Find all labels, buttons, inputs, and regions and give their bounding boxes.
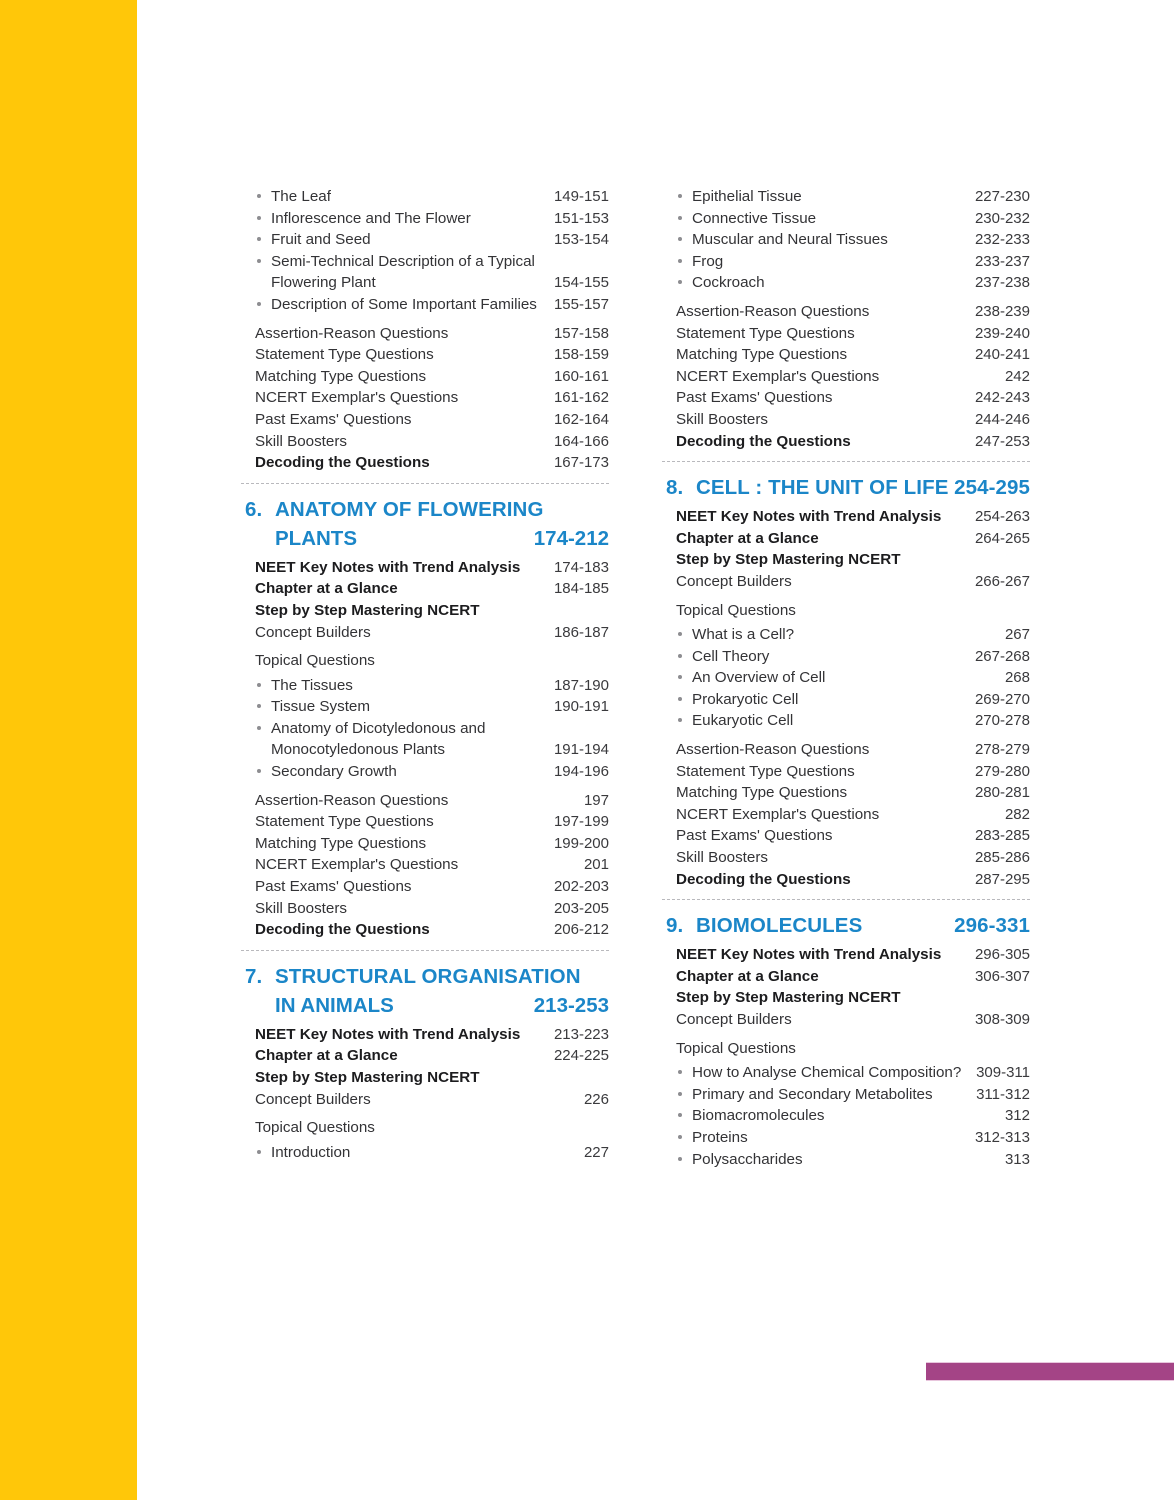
toc-entry-pages: 197 [583, 791, 609, 809]
toc-columns [241, 186, 1141, 1170]
chapter-8-title: CELL : THE UNIT OF LIFE [696, 476, 949, 500]
toc-entry-label: Connective Tissue [676, 208, 975, 230]
toc-entry-row[interactable] [676, 847, 1030, 869]
toc-entry-pages: 202-203 [553, 878, 609, 896]
chapter-6-concept-row[interactable] [255, 622, 609, 644]
chapter-8-pages: 254-295 [954, 476, 1030, 500]
chapter5-topic-list [255, 186, 609, 316]
chapter-6-title-line1: ANATOMY OF FLOWERING [275, 497, 544, 521]
toc-entry-row[interactable] [255, 366, 609, 388]
chapter-8-concept-label: Concept Builders [676, 572, 792, 590]
toc-entry-row[interactable] [255, 208, 609, 230]
toc-entry-label: Matching Type Questions [255, 367, 427, 385]
chapter-8-key-notes-row[interactable] [676, 506, 1030, 528]
toc-entry-label: Matching Type Questions [676, 346, 848, 364]
section-divider [662, 461, 1030, 462]
toc-entry-pages: 269-270 [974, 690, 1030, 708]
bullet-icon [257, 237, 261, 241]
toc-entry-row[interactable] [676, 1127, 1030, 1149]
toc-entry-pages: 242 [1004, 367, 1030, 385]
chapter-9-heading[interactable] [662, 912, 1030, 940]
chapter-8-number: 8. [666, 476, 684, 500]
chapter-7-topic-list [255, 1142, 609, 1164]
toc-entry-pages: 247-253 [974, 432, 1030, 450]
chapter-9-mastering-label: Step by Step Mastering NCERT [676, 989, 901, 1007]
toc-entry-label: Frog [676, 251, 975, 273]
toc-entry-row[interactable] [255, 387, 609, 409]
bullet-icon [678, 259, 682, 263]
bullet-icon [678, 216, 682, 220]
toc-entry-row[interactable] [255, 229, 609, 251]
toc-entry-label: Prokaryotic Cell [676, 689, 975, 711]
toc-entry-row[interactable] [676, 804, 1030, 826]
toc-entry-label: Anatomy of Dicotyledonous and Monocotyledonous Plants [255, 718, 554, 761]
chapter-7-concept-row[interactable] [255, 1089, 609, 1111]
toc-entry-row[interactable] [676, 366, 1030, 388]
toc-entry-label: What is a Cell? [676, 624, 1005, 646]
toc-entry-pages: 278-279 [974, 741, 1030, 759]
toc-entry-label: Skill Boosters [676, 410, 769, 428]
toc-entry-pages: 283-285 [974, 827, 1030, 845]
toc-entry-pages: 201 [583, 856, 609, 874]
bullet-icon [257, 302, 261, 306]
toc-entry-pages: 190-191 [553, 698, 609, 716]
chapter-9-key-notes-row[interactable] [676, 944, 1030, 966]
toc-entry-label: NCERT Exemplar's Questions [676, 367, 880, 385]
toc-entry-pages: 287-295 [974, 870, 1030, 888]
toc-entry-pages: 194-196 [553, 763, 609, 781]
toc-entry-row[interactable] [255, 186, 609, 208]
toc-entry-label: An Overview of Cell [676, 667, 1005, 689]
toc-entry-pages: 270-278 [974, 712, 1030, 730]
chapter-7-topical-label: Topical Questions [255, 1119, 375, 1137]
chapter7-continued-block [662, 186, 1030, 452]
chapter-8-mastering-row[interactable] [676, 549, 1030, 571]
toc-entry-pages: 191-194 [553, 741, 609, 759]
toc-entry-row[interactable] [255, 833, 609, 855]
toc-entry-pages: 227-230 [974, 188, 1030, 205]
toc-entry-label: Epithelial Tissue [676, 186, 975, 208]
chapter-8-mastering-label: Step by Step Mastering NCERT [676, 551, 901, 569]
chapter-8-heading[interactable] [662, 474, 1030, 502]
chapter-6-topical-heading [255, 650, 609, 672]
toc-entry-pages: 149-151 [553, 188, 609, 205]
chapter-6-topic-list [255, 675, 609, 783]
bullet-icon [678, 1113, 682, 1117]
toc-entry-row[interactable] [676, 1149, 1030, 1171]
toc-entry-label: Matching Type Questions [255, 834, 427, 852]
toc-entry-label: Biomacromolecules [676, 1105, 1005, 1127]
chapter-6-pages: 174-212 [533, 526, 609, 550]
chapter-7-title-line2: IN ANIMALS [275, 993, 394, 1017]
chapter-6-number: 6. [245, 497, 263, 521]
toc-entry-pages: 280-281 [974, 784, 1030, 802]
toc-page [137, 0, 1174, 1500]
toc-entry-label: Secondary Growth [255, 761, 554, 783]
toc-entry-pages: 187-190 [553, 676, 609, 694]
toc-entry-pages: 161-162 [553, 389, 609, 407]
chapter-7-pages: 213-253 [533, 993, 609, 1017]
chapter5-section-list [255, 323, 609, 474]
chapter-8-glance-pages: 264-265 [974, 529, 1030, 547]
chapter-7-mastering-label: Step by Step Mastering NCERT [255, 1069, 480, 1086]
chapter-8-topical-heading [676, 600, 1030, 622]
toc-entry-row[interactable] [676, 323, 1030, 345]
bullet-icon [678, 1070, 682, 1074]
chapter-7-concept-label: Concept Builders [255, 1090, 371, 1108]
toc-entry-label: NCERT Exemplar's Questions [676, 805, 880, 823]
toc-entry-label: Statement Type Questions [255, 813, 434, 831]
toc-entry-label: How to Analyse Chemical Composition? [676, 1062, 976, 1084]
chapter-6-key-notes-row[interactable] [255, 557, 609, 579]
bullet-icon [678, 718, 682, 722]
chapter-7-topical-heading [255, 1117, 609, 1139]
toc-entry-pages: 312 [1004, 1107, 1030, 1125]
chapter-7-number: 7. [245, 964, 263, 988]
toc-entry-row[interactable] [255, 251, 609, 294]
bullet-icon [257, 194, 261, 198]
toc-entry-row[interactable] [676, 782, 1030, 804]
toc-entry-pages: 162-164 [553, 410, 609, 428]
chapter-7-mastering-row[interactable] [255, 1067, 609, 1089]
chapter-7-contents [241, 1024, 609, 1164]
toc-entry-row[interactable] [255, 790, 609, 812]
toc-entry-pages: 238-239 [974, 302, 1030, 320]
toc-entry-row[interactable] [676, 1084, 1030, 1106]
chapter-6-contents [241, 557, 609, 941]
chapter-6-topical-label: Topical Questions [255, 652, 375, 670]
bullet-icon [678, 280, 682, 284]
toc-entry-row[interactable] [255, 675, 609, 697]
toc-entry-label: Statement Type Questions [676, 324, 855, 342]
chapter-6-glance-pages: 184-185 [553, 580, 609, 598]
chapter-8-glance-label: Chapter at a Glance [676, 529, 819, 547]
toc-entry-label: Proteins [676, 1127, 975, 1149]
bullet-icon [678, 237, 682, 241]
toc-entry-pages: 313 [1004, 1150, 1030, 1168]
toc-entry-pages: 206-212 [553, 921, 609, 939]
toc-entry-pages: 285-286 [974, 849, 1030, 867]
chapter-9-number: 9. [666, 914, 684, 938]
chapter-7-key-notes-row[interactable] [255, 1024, 609, 1046]
toc-entry-row[interactable] [676, 272, 1030, 294]
toc-entry-row[interactable] [255, 854, 609, 876]
section-divider [662, 899, 1030, 900]
chapter-8-contents [662, 506, 1030, 890]
chapter-8-key-notes-label: NEET Key Notes with Trend Analysis [676, 508, 942, 526]
toc-entry-row[interactable] [255, 431, 609, 453]
toc-entry-row[interactable] [676, 208, 1030, 230]
toc-entry-label: Eukaryotic Cell [676, 710, 975, 732]
toc-entry-label: Decoding the Questions [676, 432, 851, 450]
bullet-icon [257, 1150, 261, 1154]
chapter-6-title-line2: PLANTS [275, 526, 357, 550]
toc-entry-pages: 282 [1004, 805, 1030, 823]
toc-left-column [241, 186, 609, 1170]
toc-entry-row[interactable] [676, 667, 1030, 689]
toc-entry-label: Decoding the Questions [676, 870, 851, 888]
chapter-9-mastering-row[interactable] [676, 987, 1030, 1009]
toc-entry-row[interactable] [676, 409, 1030, 431]
chapter-7-concept-pages: 226 [583, 1090, 609, 1108]
toc-entry-label: Assertion-Reason Questions [255, 791, 449, 809]
chapter-7-glance-label: Chapter at a Glance [255, 1047, 398, 1065]
toc-entry-label: Assertion-Reason Questions [676, 741, 870, 759]
toc-entry-row[interactable] [255, 761, 609, 783]
chapter-6-key-notes-pages: 174-183 [553, 558, 609, 576]
toc-entry-row[interactable] [676, 344, 1030, 366]
toc-entry-label: Skill Boosters [255, 432, 348, 450]
toc-entry-pages: 167-173 [553, 454, 609, 472]
bullet-icon [257, 683, 261, 687]
chapter-6-key-notes-label: NEET Key Notes with Trend Analysis [255, 558, 521, 576]
toc-entry-row[interactable] [255, 323, 609, 345]
chapter-6-concept-label: Concept Builders [255, 623, 371, 641]
toc-entry-pages: 154-155 [553, 274, 609, 292]
chapter-8-topic-list [676, 624, 1030, 732]
bullet-icon [678, 1157, 682, 1161]
toc-entry-row[interactable] [255, 344, 609, 366]
toc-entry-row[interactable] [676, 869, 1030, 891]
toc-entry-pages: 233-237 [974, 252, 1030, 270]
toc-entry-label: Past Exams' Questions [255, 410, 412, 428]
toc-entry-row[interactable] [255, 696, 609, 718]
toc-entry-row[interactable] [676, 1062, 1030, 1084]
toc-entry-label: Statement Type Questions [255, 346, 434, 364]
chapter-6-heading[interactable] [241, 496, 609, 553]
bullet-icon [678, 194, 682, 198]
toc-entry-pages: 164-166 [553, 432, 609, 450]
bullet-icon [678, 632, 682, 636]
chapter-9-contents [662, 944, 1030, 1170]
toc-entry-row[interactable] [676, 387, 1030, 409]
chapter-7-section-list [676, 301, 1030, 452]
toc-entry-row[interactable] [676, 710, 1030, 732]
toc-entry-row[interactable] [255, 718, 609, 761]
toc-entry-pages: 309-311 [976, 1064, 1030, 1082]
bullet-icon [257, 216, 261, 220]
bullet-icon [678, 1135, 682, 1139]
toc-entry-pages: 227 [583, 1143, 609, 1161]
toc-entry-label: NCERT Exemplar's Questions [255, 856, 459, 874]
toc-entry-label: Introduction [255, 1142, 584, 1164]
toc-entry-row[interactable] [676, 689, 1030, 711]
toc-entry-label: Past Exams' Questions [676, 827, 833, 845]
toc-entry-label: Matching Type Questions [676, 784, 848, 802]
toc-entry-label: Fruit and Seed [255, 229, 554, 251]
chapter-8-section-list [676, 739, 1030, 890]
toc-entry-row[interactable] [255, 876, 609, 898]
chapter-9-title: BIOMOLECULES [696, 914, 863, 938]
toc-entry-label: Description of Some Important Families [255, 294, 554, 316]
toc-entry-row[interactable] [255, 919, 609, 941]
chapter-6-concept-pages: 186-187 [553, 623, 609, 641]
chapter-8-glance-row[interactable] [676, 528, 1030, 550]
toc-entry-pages: 158-159 [553, 346, 609, 364]
toc-entry-row[interactable] [255, 409, 609, 431]
toc-entry-label: The Tissues [255, 675, 554, 697]
toc-entry-pages: 312-313 [974, 1128, 1030, 1146]
toc-entry-label: Polysaccharides [676, 1149, 1005, 1171]
bullet-icon [257, 259, 261, 263]
chapter-9-key-notes-pages: 296-305 [974, 946, 1030, 964]
toc-entry-row[interactable] [255, 294, 609, 316]
left-yellow-decorative-bar [0, 0, 137, 1500]
bullet-icon [257, 726, 261, 730]
bullet-icon [257, 769, 261, 773]
chapter-7-heading[interactable] [241, 963, 609, 1020]
toc-entry-label: Cell Theory [676, 646, 975, 668]
bullet-icon [678, 654, 682, 658]
chapter-7-title-line1: STRUCTURAL ORGANISATION [275, 964, 581, 988]
toc-entry-pages: 232-233 [974, 231, 1030, 249]
toc-entry-row[interactable] [676, 1105, 1030, 1127]
chapter-9-key-notes-label: NEET Key Notes with Trend Analysis [676, 946, 942, 964]
section-divider [241, 950, 609, 951]
toc-entry-pages: 242-243 [974, 389, 1030, 407]
chapter-9-pages: 296-331 [954, 914, 1030, 938]
chapter-7-glance-row[interactable] [255, 1045, 609, 1067]
chapter-8-concept-row[interactable] [676, 571, 1030, 593]
toc-entry-label: Past Exams' Questions [255, 878, 412, 896]
toc-entry-row[interactable] [255, 811, 609, 833]
chapter-6-mastering-row[interactable] [255, 600, 609, 622]
toc-entry-row[interactable] [255, 1142, 609, 1164]
section-divider [241, 483, 609, 484]
toc-entry-pages: 244-246 [974, 410, 1030, 428]
bullet-icon [257, 704, 261, 708]
chapter-6-glance-label: Chapter at a Glance [255, 580, 398, 598]
toc-entry-label: Past Exams' Questions [676, 389, 833, 407]
toc-entry-label: Primary and Secondary Metabolites [676, 1084, 976, 1106]
chapter-9-topical-label: Topical Questions [676, 1039, 796, 1057]
toc-entry-pages: 267 [1004, 626, 1030, 644]
toc-entry-label: Assertion-Reason Questions [676, 302, 870, 320]
toc-entry-pages: 151-153 [553, 209, 609, 227]
toc-entry-pages: 160-161 [553, 367, 609, 385]
toc-entry-label: Decoding the Questions [255, 454, 430, 472]
toc-entry-pages: 155-157 [553, 295, 609, 313]
toc-entry-label: Statement Type Questions [676, 762, 855, 780]
chapter5-continued-block [241, 186, 609, 474]
toc-entry-label: NCERT Exemplar's Questions [255, 389, 459, 407]
toc-entry-row[interactable] [676, 739, 1030, 761]
chapter-9-topical-heading [676, 1038, 1030, 1060]
toc-entry-pages: 267-268 [974, 647, 1030, 665]
toc-entry-pages: 157-158 [553, 324, 609, 342]
bullet-icon [678, 675, 682, 679]
toc-entry-pages: 279-280 [974, 762, 1030, 780]
bullet-icon [678, 697, 682, 701]
chapter-9-topic-list [676, 1062, 1030, 1170]
chapter-9-glance-pages: 306-307 [974, 967, 1030, 985]
toc-entry-label: Muscular and Neural Tissues [676, 229, 975, 251]
toc-entry-pages: 268 [1004, 669, 1030, 687]
chapter-7-topic-list-continued [676, 186, 1030, 294]
toc-entry-row[interactable] [676, 646, 1030, 668]
toc-entry-label: Assertion-Reason Questions [255, 324, 449, 342]
toc-entry-row[interactable] [676, 624, 1030, 646]
toc-entry-pages: 230-232 [974, 209, 1030, 227]
chapter-9-concept-pages: 308-309 [974, 1011, 1030, 1028]
chapter-9-glance-row[interactable] [676, 966, 1030, 988]
toc-entry-label: Cockroach [676, 272, 975, 294]
chapter-9-glance-label: Chapter at a Glance [676, 967, 819, 985]
toc-entry-pages: 203-205 [553, 899, 609, 917]
chapter-8-key-notes-pages: 254-263 [974, 508, 1030, 526]
toc-entry-pages: 153-154 [553, 231, 609, 249]
toc-entry-row[interactable] [676, 761, 1030, 783]
toc-entry-pages: 197-199 [553, 813, 609, 831]
toc-entry-pages: 239-240 [974, 324, 1030, 342]
toc-entry-label: The Leaf [255, 186, 554, 208]
chapter-8-concept-pages: 266-267 [974, 572, 1030, 590]
chapter-7-glance-pages: 224-225 [553, 1047, 609, 1065]
toc-entry-row[interactable] [255, 452, 609, 474]
toc-entry-pages: 199-200 [553, 834, 609, 852]
toc-entry-label: Tissue System [255, 696, 554, 718]
chapter-7-key-notes-pages: 213-223 [553, 1025, 609, 1043]
toc-entry-label: Inflorescence and The Flower [255, 208, 554, 230]
toc-entry-row[interactable] [676, 825, 1030, 847]
toc-entry-row[interactable] [676, 431, 1030, 453]
toc-entry-label: Skill Boosters [676, 849, 769, 867]
chapter-9-concept-label: Concept Builders [676, 1011, 792, 1028]
toc-entry-pages: 311-312 [976, 1085, 1030, 1103]
toc-entry-row[interactable] [255, 898, 609, 920]
toc-right-column [662, 186, 1030, 1170]
toc-entry-label: Decoding the Questions [255, 921, 430, 939]
chapter-6-section-list [255, 790, 609, 941]
chapter-7-key-notes-label: NEET Key Notes with Trend Analysis [255, 1025, 521, 1043]
toc-entry-pages: 240-241 [974, 346, 1030, 364]
chapter-8-topical-label: Topical Questions [676, 601, 796, 619]
toc-entry-row[interactable] [676, 251, 1030, 273]
chapter-6-glance-row[interactable] [255, 578, 609, 600]
toc-entry-label: Skill Boosters [255, 899, 348, 917]
toc-entry-row[interactable] [676, 229, 1030, 251]
bullet-icon [678, 1092, 682, 1096]
toc-entry-pages: 237-238 [974, 274, 1030, 292]
chapter-9-concept-row[interactable] [676, 1009, 1030, 1031]
toc-entry-row[interactable] [676, 301, 1030, 323]
toc-entry-row[interactable] [676, 186, 1030, 208]
chapter-6-mastering-label: Step by Step Mastering NCERT [255, 601, 480, 619]
toc-entry-label: Semi-Technical Description of a Typical Flowering Plant [255, 251, 554, 294]
